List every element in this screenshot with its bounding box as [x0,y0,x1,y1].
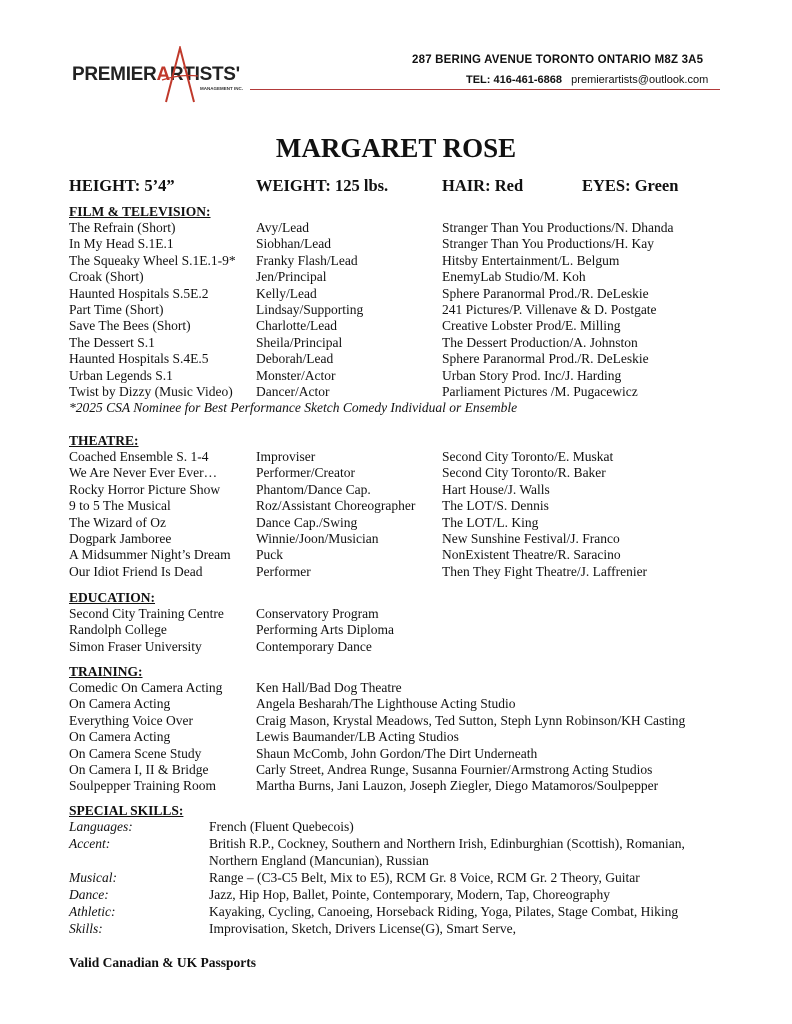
company-address: 287 BERING AVENUE TORONTO ONTARIO M8Z 3A5 [412,54,704,66]
skill-row-languages: Languages: French (Fluent Quebecois) [69,819,354,834]
theatre-credit-col-1: Dogpark Jamboree [69,530,172,546]
film-tv-credit-col-3: Stranger Than You Productions/N. Dhanda [442,220,674,235]
film-tv-section [69,204,674,417]
theatre-credit [69,465,606,481]
letterhead-divider [250,89,720,90]
education-section [69,590,394,655]
training-entry-col-2: Ken Hall/Bad Dog Theatre [256,680,402,695]
education-entry [69,622,394,638]
theatre-credit-col-2: Dance Cap./Swing [256,514,358,530]
film-tv-credit-col-3: Hitsby Entertainment/L. Belgum [442,252,620,268]
training-entry [69,696,516,712]
film-tv-credit-col-2: Lindsay/Supporting [256,301,364,317]
training-entry-col-2: Lewis Baumander/LB Acting Studios [256,729,459,745]
film-tv-credit-col-1: Part Time (Short) [69,301,164,317]
theatre-credit-col-2: Puck [256,547,283,563]
training-entry-col-1: Comedic On Camera Acting [69,680,223,695]
theatre-credit-col-3: Second City Toronto/R. Baker [442,465,606,481]
skill-row-accent-cont: Northern England (Mancunian), Russian [209,853,429,868]
film-tv-credit-col-2: Avy/Lead [256,220,309,235]
theatre-credit-col-3: Hart House/J. Walls [442,481,550,497]
training-entry-col-2: Martha Burns, Jani Lauzon, Joseph Ziegler, Diego Matamoros/Soulpepper [256,778,659,794]
film-tv-credit-col-2: Charlotte/Lead [256,318,337,334]
company-contact [466,74,708,86]
theatre-credit [69,514,539,531]
theatre-credit-col-2: Phantom/Dance Cap. [256,481,371,497]
skill-row-musical: Musical: Range – (C3-C5 Belt, Mix to E5), RCM Gr. 8 Voice, RCM Gr. 2 Theory, Guitar [69,870,640,885]
film-tv-credit [69,318,621,334]
theatre-credit-col-1: We Are Never Ever Ever… [69,465,218,481]
theatre-credit [69,547,621,563]
education-entry-col-1: Simon Fraser University [69,638,202,654]
training-entry [69,778,659,794]
theatre-credit-col-3: The LOT/S. Dennis [442,498,549,514]
theatre-credit [69,563,648,580]
film-tv-credit [69,367,622,384]
film-tv-credit-col-3: Stranger Than You Productions/H. Kay [442,236,654,252]
film-tv-credit-col-1: The Squeaky Wheel S.1E.1-9* [69,252,236,268]
film-tv-credit-col-1: Save The Bees (Short) [69,318,191,334]
theatre-credit-col-1: Coached Ensemble S. 1-4 [69,449,209,464]
training-entry-col-1: On Camera Acting [69,696,171,712]
education-entry-col-2: Performing Arts Diploma [256,622,394,638]
stat-height: HEIGHT: 5’4” [69,176,175,195]
education-entry [69,606,379,622]
theatre-credit-col-3: New Sunshine Festival/J. Franco [442,530,620,546]
film-tv-credit-col-3: Creative Lobster Prod/E. Milling [442,318,621,334]
skill-row-dance: Dance: Jazz, Hip Hop, Ballet, Pointe, Contemporary, Modern, Tap, Choreography [69,887,610,902]
logo-wordmark: PREMIERARTISTS' [72,64,240,85]
theatre-credit-col-1: Rocky Horror Picture Show [69,481,221,497]
training-entry-col-2: Carly Street, Andrea Runge, Susanna Fournier/Armstrong Acting Studios [256,761,653,777]
theatre-credit-col-3: Then They Fight Theatre/J. Laffrenier [442,563,648,579]
film-tv-credit-col-2: Sheila/Principal [256,334,343,350]
film-tv-heading: FILM & TELEVISION: [69,204,211,219]
film-tv-credit-col-2: Kelly/Lead [256,285,317,301]
film-tv-credit-col-2: Franky Flash/Lead [256,252,358,268]
film-tv-credit-col-3: Urban Story Prod. Inc/J. Harding [442,367,622,383]
film-tv-credit [69,220,674,236]
theatre-credit [69,449,614,465]
training-entry-col-1: On Camera Acting [69,729,171,745]
company-email: premierartists@outlook.com [571,74,709,86]
theatre-heading: THEATRE: [69,433,139,448]
film-tv-credit-col-2: Jen/Principal [256,269,327,285]
stat-hair: HAIR: Red [442,176,524,195]
film-tv-credit-col-1: Haunted Hospitals S.5E.2 [69,285,209,301]
film-tv-credit-col-3: Sphere Paranormal Prod./R. DeLeskie [442,351,649,367]
theatre-credit-col-2: Roz/Assistant Choreographer [256,498,416,514]
training-entry [69,745,538,762]
education-entry-col-1: Second City Training Centre [69,606,224,621]
education-entry-col-2: Conservatory Program [256,606,379,621]
logo-a-mark-icon [160,46,200,104]
actor-name: MARGARET ROSE [275,133,517,163]
film-tv-credit-col-1: The Refrain (Short) [69,220,176,235]
training-heading: TRAINING: [69,664,143,679]
training-entry-col-2: Angela Besharah/The Lighthouse Acting Studio [256,696,516,712]
film-tv-credit [69,383,638,400]
theatre-credit-col-1: A Midsummer Night’s Dream [69,547,231,563]
education-entry-col-1: Randolph College [69,622,167,638]
film-tv-note: *2025 CSA Nominee for Best Performance Sketch Comedy Individual or Ensemble [69,400,518,416]
company-logo [72,46,252,102]
training-entry-col-1: On Camera I, II & Bridge [69,761,209,777]
education-heading: EDUCATION: [69,590,156,605]
film-tv-credit-col-2: Dancer/Actor [256,383,330,399]
passport-note: Valid Canadian & UK Passports [69,955,257,970]
theatre-credit-col-3: Second City Toronto/E. Muskat [442,449,614,464]
theatre-credit-col-2: Winnie/Joon/Musician [256,530,379,546]
film-tv-credit [69,252,620,269]
education-entry [69,638,372,655]
film-tv-credit-col-3: Parliament Pictures /M. Pugacewicz [442,383,638,399]
stat-weight: WEIGHT: 125 lbs. [256,176,389,195]
skill-row-accent: Accent: British R.P., Cockney, Southern and Northern Irish, Edinburghian (Scottish), Romanian, [69,836,685,851]
theatre-credit-col-2: Performer [256,563,311,579]
theatre-credit-col-1: 9 to 5 The Musical [69,498,171,514]
skills-section [69,803,685,938]
training-section [69,664,686,795]
film-tv-credit-col-1: In My Head S.1E.1 [69,236,174,252]
film-tv-credit [69,334,638,351]
theatre-credit-col-2: Improviser [256,449,316,464]
theatre-credit-col-1: The Wizard of Oz [69,514,167,530]
stat-eyes: EYES: Green [582,176,679,195]
film-tv-credit [69,236,654,252]
skill-row-athletic: Athletic: Kayaking, Cycling, Canoeing, Horseback Riding, Yoga, Pilates, Stage Combat, Hiking [69,904,679,919]
theatre-credit-col-2: Performer/Creator [256,465,355,481]
theatre-credit [69,481,550,498]
company-phone: TEL: 416-461-6868 [466,74,562,86]
skills-heading: SPECIAL SKILLS: [69,803,184,818]
film-tv-credit-col-2: Siobhan/Lead [256,236,331,252]
film-tv-credit-col-3: The Dessert Production/A. Johnston [442,334,638,350]
film-tv-credit [69,285,649,302]
film-tv-credit-col-3: 241 Pictures/P. Villenave & D. Postgate [442,301,657,317]
theatre-credit-col-1: Our Idiot Friend Is Dead [69,563,203,579]
film-tv-credit-col-3: Sphere Paranormal Prod./R. DeLeskie [442,285,649,301]
training-entry [69,680,402,696]
training-entry-col-1: Everything Voice Over [69,712,193,728]
theatre-credit-col-3: The LOT/L. King [442,514,539,530]
training-entry-col-2: Craig Mason, Krystal Meadows, Ted Sutton, Steph Lynn Robinson/KH Casting [256,712,686,728]
training-entry [69,712,686,729]
training-entry-col-1: Soulpepper Training Room [69,778,217,794]
training-entry [69,729,459,745]
film-tv-credit-col-1: Haunted Hospitals S.4E.5 [69,351,209,367]
film-tv-credit-col-1: Twist by Dizzy (Music Video) [69,383,233,399]
film-tv-credit-col-3: EnemyLab Studio/M. Koh [442,269,586,285]
theatre-credit [69,498,549,514]
theatre-section [69,433,648,580]
film-tv-credit [69,301,657,318]
skill-row-skills: Skills: Improvisation, Sketch, Drivers License(G), Smart Serve, [69,921,517,936]
film-tv-credit-col-2: Monster/Actor [256,367,336,383]
training-entry-col-1: On Camera Scene Study [69,745,202,761]
film-tv-credit-col-1: The Dessert S.1 [69,334,155,350]
film-tv-credit [69,351,649,367]
theatre-credit [69,530,620,547]
film-tv-credit [69,269,586,285]
film-tv-credit-col-1: Urban Legends S.1 [69,367,173,383]
education-entry-col-2: Contemporary Dance [256,638,372,654]
theatre-credit-col-3: NonExistent Theatre/R. Saracino [442,547,621,563]
training-entry [69,761,653,778]
film-tv-credit-col-1: Croak (Short) [69,269,144,285]
training-entry-col-2: Shaun McComb, John Gordon/The Dirt Underneath [256,745,538,761]
logo-subtitle: MANAGEMENT INC. [200,86,243,91]
film-tv-credit-col-2: Deborah/Lead [256,351,334,367]
